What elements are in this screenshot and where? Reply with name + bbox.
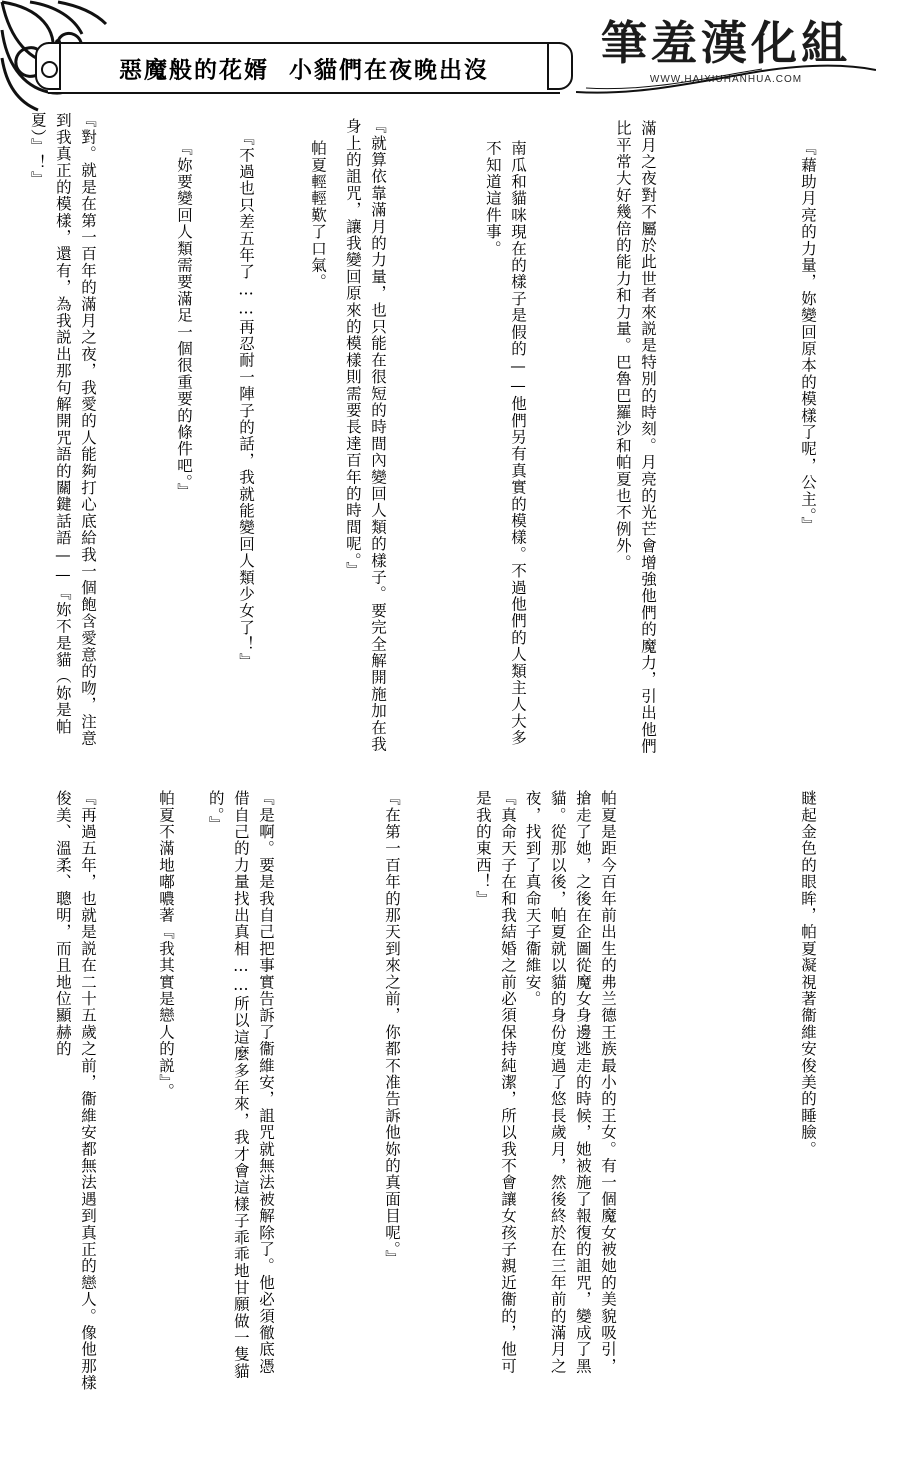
- text-block-b5: 『是啊。要是我自己把事實告訴了衞維安，詛咒就無法被解除了。他必須徹底憑借自己的力量找出真相……所以這麼多年來，我才會這樣子乖乖地甘願做一隻貓的。』: [206, 790, 275, 1380]
- chapter-title-plate: [48, 42, 560, 94]
- scanlation-group-logo: [576, 4, 876, 100]
- logo-url: WWW.HAIXIUHANHUA.COM: [649, 74, 803, 85]
- text-block-t1: 『藉助月亮的力量，妳變回原本的模樣了呢，公主。』: [799, 140, 817, 534]
- text-block-b1: 瞇起金色的眼眸，帕夏凝視著衞維安俊美的睡臉。: [799, 790, 817, 1158]
- text-block-b4: 『在第一百年的那天到來之前，你都不准告訴他妳的真面目呢。』: [383, 790, 401, 1267]
- text-block-t4: 『就算依靠滿月的力量，也只能在很短的時間內變回人類的樣子。要完全解開施加在我身上的詛咒，讓我變回原來的模樣則需要長達百年的時間呢。』: [343, 118, 387, 753]
- text-block-t5: 帕夏輕輕歎了口氣。: [309, 140, 327, 291]
- text-block-b3: 『真命天子在和我結婚之前必須保持純潔，所以我不會讓女孩子親近衞的，他可是我的東西！』: [473, 790, 517, 1375]
- text-block-b7: 『再過五年，也就是説在二十五歲之前，衞維安都無法遇到真正的戀人。像他那樣俊美、溫柔、聰明，而且地位顯赫的: [53, 790, 97, 1392]
- text-block-t3: 南瓜和貓咪現在的樣子是假的——他們另有真實的模樣。不過他們的人類主人大多不知道這件事。: [483, 140, 527, 747]
- page-title: 惡魔般的花婿 小貓們在夜晚出沒: [118, 56, 489, 84]
- text-block-t8: 『對。就是在第一百年的滿月之夜，我愛的人能夠打心底給我一個飽含愛意的吻，注意到我真正的模樣，還有，為我説出那句解開咒語的關鍵話語——『妳不是貓（妳是帕夏）』！』: [28, 112, 97, 747]
- text-block-b2: 帕夏是距今百年前出生的弗兰德王族最小的王女。有一個魔女被她的美貌吸引，搶走了她，之後在企圖從魔女身邊逃走的時候，她被施了報復的詛咒，變成了黑貓。從那以後，帕夏就以貓的身份度過了悠長歲月，然後終於在三年前的滿月之夜，找到了真命天子衞維安。: [523, 790, 617, 1375]
- plate-dot-right-icon: [550, 61, 567, 78]
- text-block-b6: 帕夏不滿地嘟噥著『我其實是戀人的説』。: [157, 790, 175, 1100]
- page-header: [0, 0, 900, 118]
- text-block-t2: 滿月之夜對不屬於此世者來説是特別的時刻。月亮的光芒會增強他們的魔力，引出他們比平常大好幾倍的能力和力量。巴魯巴羅沙和帕夏也不例外。: [613, 120, 657, 755]
- logo-glyphs: 筆羞漢化組: [601, 16, 851, 70]
- text-block-t7: 『妳要變回人類需要滿足一個很重要的條件吧。』: [175, 140, 193, 500]
- text-block-t6: 『不過也只差五年了……再忍耐一陣子的話，我就能變回人類少女了！』: [237, 130, 255, 670]
